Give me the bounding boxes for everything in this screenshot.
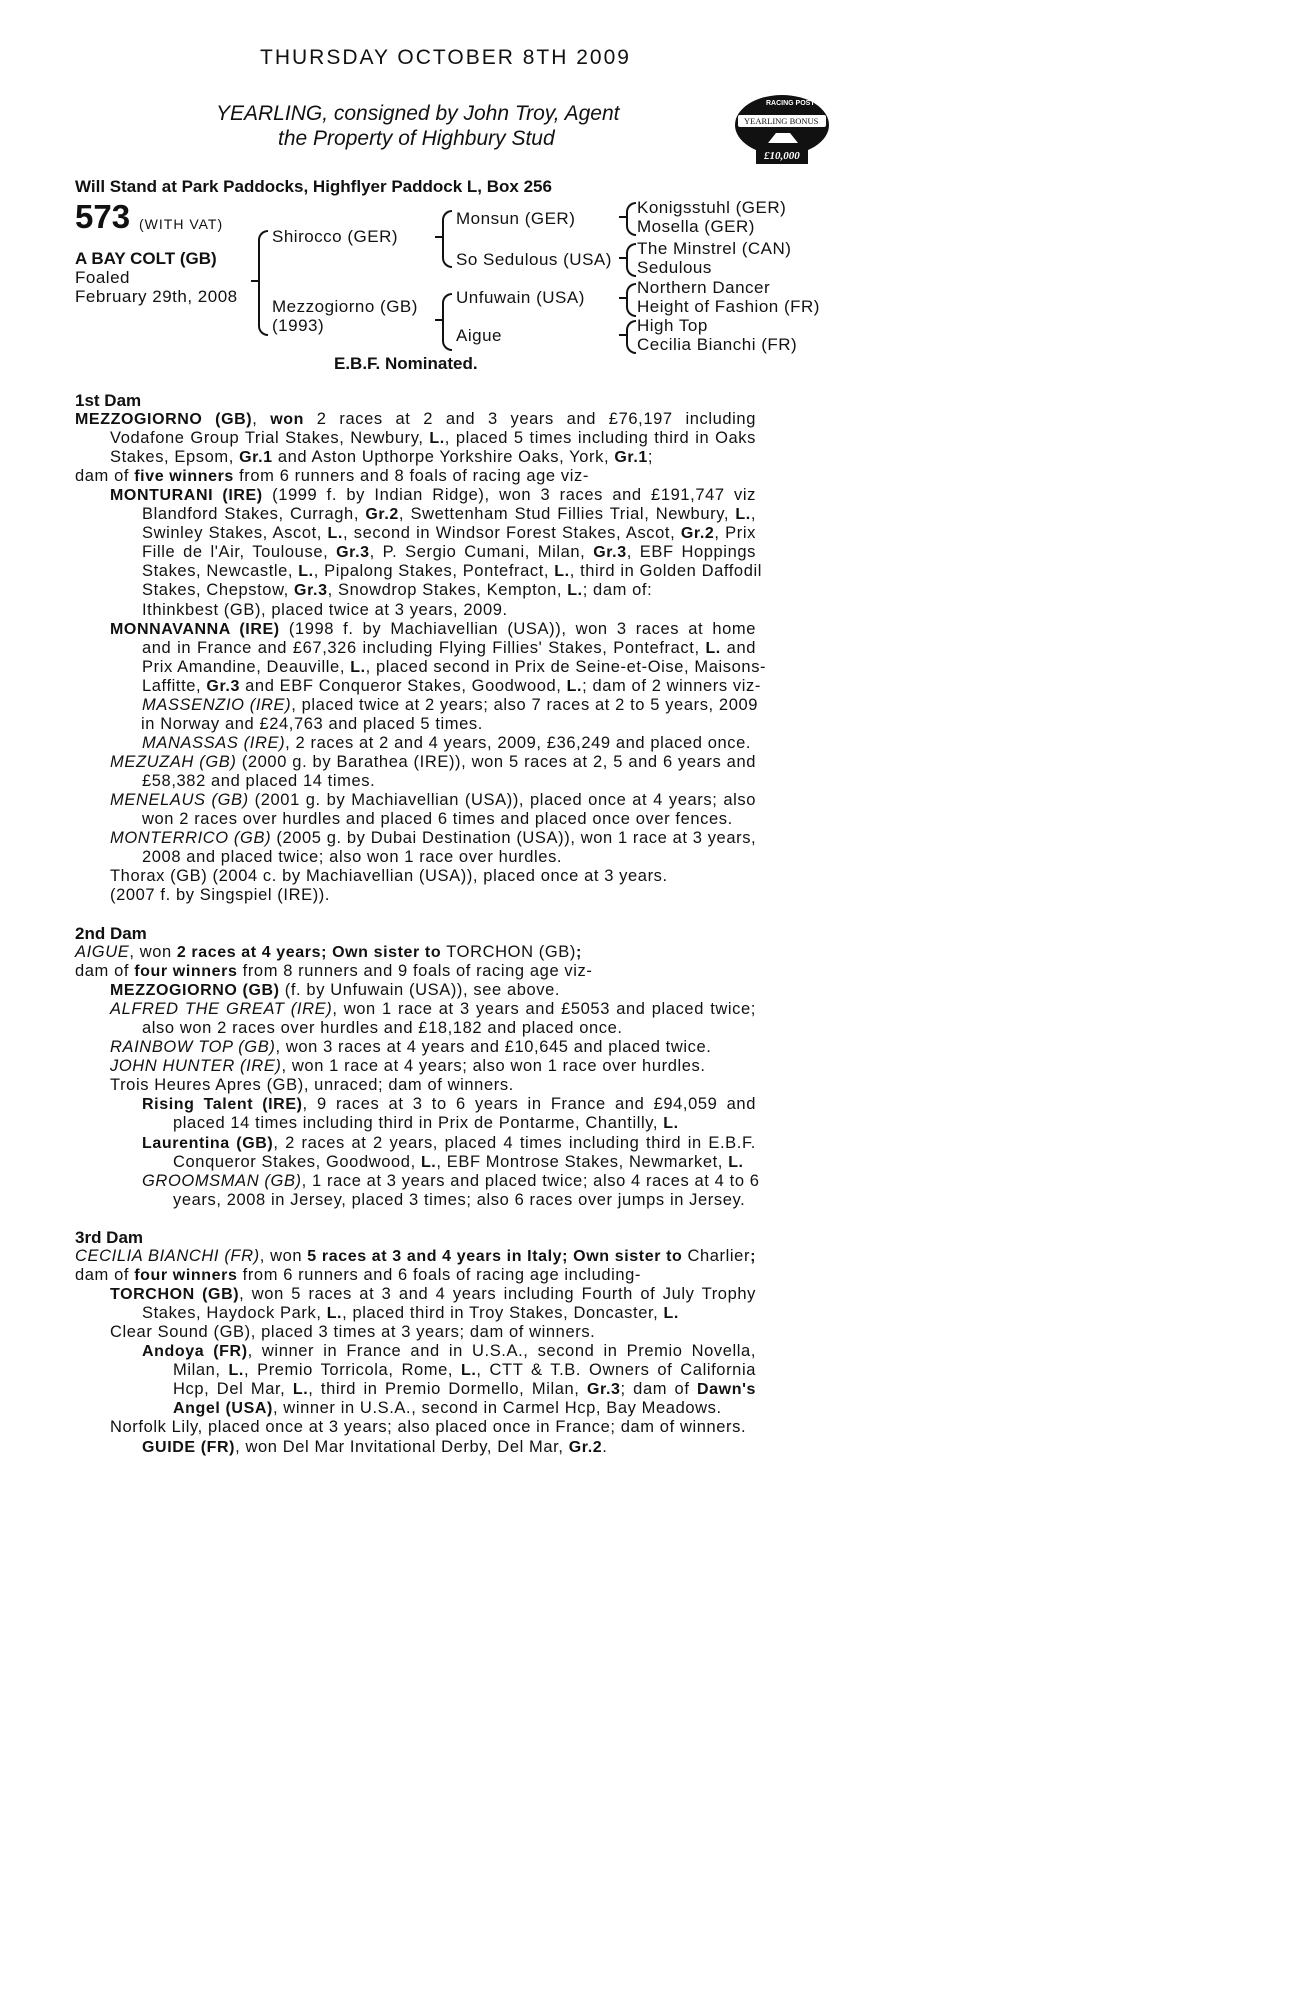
italic-text: RAINBOW TOP (GB) [110, 1038, 276, 1057]
bold-text: Rising Talent (IRE) [142, 1096, 303, 1114]
italic-text: GROOMSMAN (GB) [142, 1171, 302, 1190]
text-run: , won 5 races at 3 and 4 years including Fourth of July Trophy [239, 1285, 756, 1304]
dam1-line [110, 867, 668, 886]
dam2-line [173, 1114, 679, 1133]
text-run: , Snowdrop Stakes, Kempton, [327, 581, 568, 600]
dam3-line [173, 1361, 756, 1380]
dam1-line [110, 753, 756, 772]
text-run: 2008 and placed twice; also won 1 race over hurdles. [142, 848, 563, 867]
dam2-line [75, 962, 592, 981]
text-run: ; dam of: [582, 581, 653, 600]
text-run: won [270, 1247, 303, 1265]
pedigree-sire-dam: So Sedulous (USA) [456, 250, 612, 269]
dam1-line [142, 848, 562, 867]
text-run: Norfolk Lily, placed once at 3 years; also placed once in France; dam of winners. [110, 1418, 747, 1437]
bold-text: 2 races at 4 years; Own sister to [171, 944, 447, 961]
bold-text: Angel (USA) [173, 1400, 273, 1418]
text-run: , Swettenham Stud Fillies Trial, Newbury, [398, 505, 736, 524]
bold-text: Gr.2 [568, 1438, 603, 1456]
text-run: dam of [75, 962, 135, 981]
dam1-line [142, 677, 761, 696]
pedigree-dam-year: (1993) [272, 316, 325, 335]
consignor-line-2: the Property of Highbury Stud [278, 127, 555, 150]
text-run: (2000 g. by Barathea (IRE)), won 5 races at 2, 5 and 6 years and [236, 752, 757, 771]
text-run: , placed 5 times including third in Oaks [444, 429, 757, 448]
bold-text: Gr.2 [680, 525, 715, 543]
dam1-line [142, 524, 756, 543]
bold-text: ; [576, 944, 582, 961]
dam2-line [142, 1172, 760, 1191]
pedigree-brace-dam [442, 293, 452, 351]
text-run: from 8 runners and 9 foals of racing age viz- [237, 962, 593, 981]
text-run: , third in Golden Daffodil [569, 562, 763, 581]
ebf-nominated: E.B.F. Nominated. [334, 354, 478, 373]
dam1-line [142, 734, 751, 753]
text-run: , won Del Mar Invitational Derby, Del Mar, [235, 1437, 569, 1456]
pedigree-brace-dam-tip [435, 319, 442, 321]
bold-text: Gr.3 [206, 677, 240, 695]
pedigree-sire-sire: Monsun (GER) [456, 209, 576, 228]
stand-location: Will Stand at Park Paddocks, Highflyer Paddock L, Box 256 [75, 177, 552, 196]
text-run: , 2 races at 2 years, placed 4 times including third in E.B.F. [273, 1133, 756, 1152]
text-run: Blandford Stakes, Curragh, [142, 505, 366, 524]
bold-text: Gr.3 [294, 582, 328, 600]
dam1-line [142, 772, 375, 791]
italic-text: MENELAUS (GB) [110, 791, 249, 809]
pedigree-brace-sire [442, 210, 452, 268]
pedigree-sire: Shirocco (GER) [272, 227, 399, 246]
pedigree-brace-sd [626, 243, 636, 277]
dam1-line [142, 505, 756, 524]
bold-text: 5 races at 3 and 4 years in Italy; Own sister to [302, 1248, 688, 1265]
dam1-line [142, 581, 652, 600]
text-run: Prix Amandine, Deauville, [142, 657, 351, 676]
dam1-line [110, 886, 330, 905]
text-run: dam of [75, 1266, 135, 1285]
text-run: , winner in U.S.A., second in Carmel Hcp, Bay Meadows. [272, 1399, 722, 1418]
text-run: , won 3 races at 4 years and £10,645 and placed twice. [275, 1038, 712, 1057]
text-run: won 2 races over hurdles and placed 6 times and placed once over fences. [142, 810, 733, 829]
text-run: Charlier [687, 1247, 751, 1265]
text-run: ; dam of 2 winners viz- [582, 676, 761, 695]
dam1-line [142, 562, 762, 581]
text-run: (2001 g. by Machiavellian (USA)), placed once at 4 years; also [248, 791, 756, 809]
text-run: Vodafone Group Trial Stakes, Newbury, [110, 429, 430, 448]
text-run: , CTT & T.B. Owners of California [476, 1361, 756, 1380]
bold-text: L. [566, 677, 583, 695]
italic-text: MONTERRICO (GB) [110, 829, 272, 848]
dam3-line [75, 1247, 756, 1266]
dam2-line [173, 1191, 745, 1210]
text-run: , [259, 1247, 271, 1265]
pedigree-dam: Mezzogiorno (GB) [272, 297, 418, 316]
text-run: , winner in France and in U.S.A., second in Premio Novella, [247, 1342, 757, 1361]
text-run: , Prix [714, 524, 756, 543]
text-run: Stakes, Epsom, [110, 448, 240, 467]
text-run: , 1 race at 3 years and placed twice; also 4 races at 4 to 6 [301, 1171, 760, 1190]
bold-text: L. [327, 525, 343, 543]
text-run: Stakes, Newcastle, [142, 562, 299, 581]
bold-text: MEZZOGIORNO (GB) [75, 411, 253, 428]
bold-text: MONNAVANNA (IRE) [110, 620, 280, 638]
bold-text: ; [750, 1248, 756, 1265]
pedigree-dss: Northern Dancer [637, 278, 771, 297]
bold-text: GUIDE (FR) [142, 1438, 236, 1456]
text-run: and [720, 638, 756, 657]
pedigree-sdd: Sedulous [637, 258, 712, 277]
dam1-line [110, 429, 756, 448]
text-run: Trois Heures Apres (GB), unraced; dam of winners. [110, 1076, 514, 1095]
dam1-line [75, 410, 756, 429]
bold-text: L. [420, 1153, 437, 1171]
bold-text: won [270, 411, 304, 428]
text-run: (1999 f. by Indian Ridge), won 3 races and £191,747 viz [262, 486, 757, 505]
pedigree-sss: Konigsstuhl (GER) [637, 198, 787, 217]
bold-text: L. [326, 1305, 343, 1323]
bold-text: TORCHON (GB) [110, 1286, 240, 1304]
pedigree-sds: The Minstrel (CAN) [637, 239, 792, 258]
text-run: , [252, 410, 271, 428]
dam3-line [110, 1323, 595, 1342]
dam1-line [110, 620, 756, 639]
text-run: . [602, 1437, 608, 1456]
text-run: Laffitte, [142, 676, 207, 695]
italic-text: MANASSAS (IRE) [142, 733, 286, 752]
horse-title: A BAY COLT (GB) [75, 249, 217, 268]
italic-text: MEZUZAH (GB) [110, 752, 237, 771]
text-run: , third in Premio Dormello, Milan, [308, 1380, 587, 1399]
dam3-line [142, 1342, 756, 1361]
pedigree-dam-sire: Unfuwain (USA) [456, 288, 585, 307]
text-run: (2005 g. by Dubai Destination (USA)), won 1 race at 3 years, [271, 829, 757, 848]
dam1-line [142, 696, 758, 715]
text-run: Swinley Stakes, Ascot, [142, 524, 328, 543]
bold-text: L. [429, 430, 445, 448]
italic-text: JOHN HUNTER (IRE) [110, 1057, 282, 1076]
bold-text: L. [350, 658, 366, 676]
text-run: , second in Windsor Forest Stakes, Ascot, [342, 524, 681, 543]
dam2-line [110, 1076, 514, 1095]
pedigree-brace-dd [626, 320, 636, 354]
text-run: and Aston Upthorpe Yorkshire Oaks, York, [272, 448, 615, 467]
text-run: Hcp, Del Mar, [173, 1380, 293, 1399]
text-run: also won 2 races over hurdles and £18,182 and placed once. [142, 1019, 623, 1038]
text-run: ; [647, 448, 654, 467]
dam1-line [142, 810, 733, 829]
bold-text: L. [228, 1362, 244, 1380]
second-dam-heading: 2nd Dam [75, 924, 147, 943]
text-run: Stakes, Chepstow, [142, 581, 295, 600]
dam1-line [110, 791, 756, 810]
bold-text: MONTURANI (IRE) [110, 487, 263, 505]
text-run: , EBF Montrose Stakes, Newmarket, [436, 1152, 729, 1171]
text-run: Conqueror Stakes, Goodwood, [173, 1152, 421, 1171]
text-run: , 2 races at 2 and 4 years, 2009, £36,249 and placed once. [285, 733, 752, 752]
pedigree-brace-main-tip [251, 280, 258, 282]
pedigree-ssd: Mosella (GER) [637, 217, 755, 236]
text-run: years, 2008 in Jersey, placed 3 times; also 6 races over jumps in Jersey. [173, 1190, 746, 1209]
text-run: Stakes, Haydock Park, [142, 1304, 327, 1323]
bold-text: L. [554, 563, 570, 581]
dam2-line [110, 1038, 711, 1057]
text-run: (2007 f. by Singspiel (IRE)). [110, 886, 331, 905]
text-run: , [750, 505, 756, 524]
dam2-line [110, 1000, 756, 1019]
text-run: , [129, 943, 140, 961]
text-run: in Norway and £24,763 and placed 5 times. [141, 714, 483, 733]
italic-text: CECILIA BIANCHI (FR) [75, 1247, 260, 1265]
lot-number: 573 [75, 198, 131, 235]
text-run: Fille de l'Air, Toulouse, [142, 543, 337, 562]
dam3-line [142, 1438, 607, 1457]
text-run: , won 1 race at 4 years; also won 1 race over hurdles. [281, 1057, 706, 1076]
dam2-line [142, 1019, 623, 1038]
dam2-line [110, 1057, 706, 1076]
text-run: (f. by Unfuwain (USA)), see above. [279, 981, 561, 1000]
text-run: , EBF Hoppings [626, 543, 756, 562]
pedigree-brace-sire-tip [435, 236, 442, 238]
dam1-line [110, 448, 653, 467]
dam2-line [142, 1134, 756, 1153]
sale-date: THURSDAY OCTOBER 8TH 2009 [260, 46, 631, 69]
text-run: ; dam of [620, 1380, 697, 1399]
text-run: Milan, [173, 1361, 229, 1380]
bold-text: Gr.1 [614, 449, 648, 467]
text-run: TORCHON (GB) [446, 943, 577, 961]
text-run: dam of [75, 467, 135, 486]
text-run: £58,382 and placed 14 times. [142, 771, 376, 790]
bold-text: L. [663, 1115, 679, 1133]
consignor-line-1: YEARLING, consigned by John Troy, Agent [216, 102, 620, 125]
text-run: , Pipalong Stakes, Pontefract, [313, 562, 555, 581]
text-run: , placed second in Prix de Seine-et-Oise, Maisons- [365, 657, 767, 676]
pedigree-brace-sd-tip [619, 257, 626, 259]
italic-text: AIGUE [75, 943, 130, 961]
text-run: from 6 runners and 6 foals of racing age including- [237, 1266, 642, 1285]
dam1-line [142, 658, 766, 677]
text-run: Clear Sound (GB), placed 3 times at 3 years; dam of winners. [110, 1323, 596, 1342]
bold-text: L. [292, 1381, 309, 1399]
bold-text: five winners [134, 468, 234, 486]
badge-middle-text: YEARLING BONUS [744, 116, 819, 126]
bold-text: Gr.1 [239, 449, 273, 467]
bold-text: L. [705, 639, 721, 657]
bold-text: L. [298, 563, 314, 581]
dam2-line [142, 1095, 756, 1114]
yearling-bonus-badge [732, 93, 832, 166]
dam1-line [142, 543, 756, 562]
badge-top-text: RACING POST [766, 100, 815, 107]
bold-text: Laurentina (GB) [142, 1134, 274, 1152]
pedigree-brace-ds-tip [619, 297, 626, 299]
dam1-line [110, 829, 756, 848]
italic-text: ALFRED THE GREAT (IRE) [110, 1000, 333, 1019]
vat-label: (WITH VAT) [139, 216, 224, 232]
badge-amount: £10,000 [764, 150, 800, 162]
dam2-line [75, 943, 582, 962]
pedigree-brace-ds [626, 283, 636, 317]
pedigree-ddd: Cecilia Bianchi (FR) [637, 335, 798, 354]
dam1-line [110, 486, 756, 505]
text-run: from 6 runners and 8 foals of racing age viz- [233, 467, 589, 486]
bold-text: four winners [134, 963, 238, 981]
pedigree-dds: High Top [637, 316, 708, 335]
text-run: , placed twice at 2 years; also 7 races at 2 to 5 years, 2009 [291, 695, 759, 714]
text-run: Thorax (GB) (2004 c. by Machiavellian (USA)), placed once at 3 years. [110, 867, 668, 886]
bold-text: Gr.3 [593, 544, 627, 562]
dam2-line [173, 1153, 744, 1172]
bold-text: Gr.3 [336, 544, 370, 562]
bold-text: four winners [134, 1267, 238, 1285]
first-dam-heading: 1st Dam [75, 391, 142, 410]
pedigree-brace-dd-tip [619, 334, 626, 336]
dam1-line [141, 715, 483, 734]
bold-text: L. [663, 1305, 679, 1323]
third-dam-heading: 3rd Dam [75, 1228, 144, 1247]
dam3-line [173, 1380, 756, 1399]
pedigree-brace-main [258, 230, 268, 336]
bold-text: L. [567, 582, 583, 600]
text-run: , placed third in Troy Stakes, Doncaster, [342, 1304, 664, 1323]
text-run: , 9 races at 3 to 6 years in France and £94,059 and [302, 1095, 756, 1114]
dam2-line [110, 981, 560, 1000]
dam3-line [75, 1266, 641, 1285]
text-run: 2 races at 2 and 3 years and £76,197 including [303, 410, 756, 428]
pedigree-brace-ss-tip [619, 216, 626, 218]
dam3-line [110, 1418, 746, 1437]
italic-text: MASSENZIO (IRE) [142, 695, 292, 714]
text-run: placed 14 times including third in Prix de Pontarme, Chantilly, [173, 1114, 664, 1133]
bold-text: L. [735, 506, 751, 524]
text-run: , won 1 race at 3 years and £5053 and placed twice; [332, 1000, 756, 1019]
text-run: , Premio Torricola, Rome, [243, 1361, 461, 1380]
bold-text: L. [728, 1153, 744, 1171]
text-run: Ithinkbest (GB), placed twice at 3 years, 2009. [142, 600, 508, 619]
bold-text: L. [460, 1362, 477, 1380]
text-run: and EBF Conqueror Stakes, Goodwood, [239, 676, 567, 695]
foaled-label: Foaled [75, 268, 130, 287]
bold-text: Gr.2 [365, 506, 399, 524]
text-run: won [139, 943, 172, 961]
dam3-line [173, 1399, 722, 1418]
dam1-line [75, 467, 589, 486]
dam1-line [142, 639, 756, 658]
pedigree-dsd: Height of Fashion (FR) [637, 297, 820, 316]
text-run: (1998 f. by Machiavellian (USA)), won 3 races at home [279, 619, 757, 638]
bold-text: MEZZOGIORNO (GB) [110, 982, 280, 1000]
text-run: , P. Sergio Cumani, Milan, [369, 543, 594, 562]
dam1-line [142, 601, 508, 620]
bold-text: Dawn's [697, 1381, 756, 1399]
pedigree-dam-dam: Aigue [456, 326, 502, 345]
foaled-date: February 29th, 2008 [75, 287, 238, 306]
dam3-line [142, 1304, 679, 1323]
bold-text: Andoya (FR) [142, 1343, 248, 1361]
dam3-line [110, 1285, 756, 1304]
bold-text: Gr.3 [586, 1381, 621, 1399]
text-run: and in France and £67,326 including Flying Fillies' Stakes, Pontefract, [142, 638, 706, 657]
pedigree-brace-ss [626, 202, 636, 236]
